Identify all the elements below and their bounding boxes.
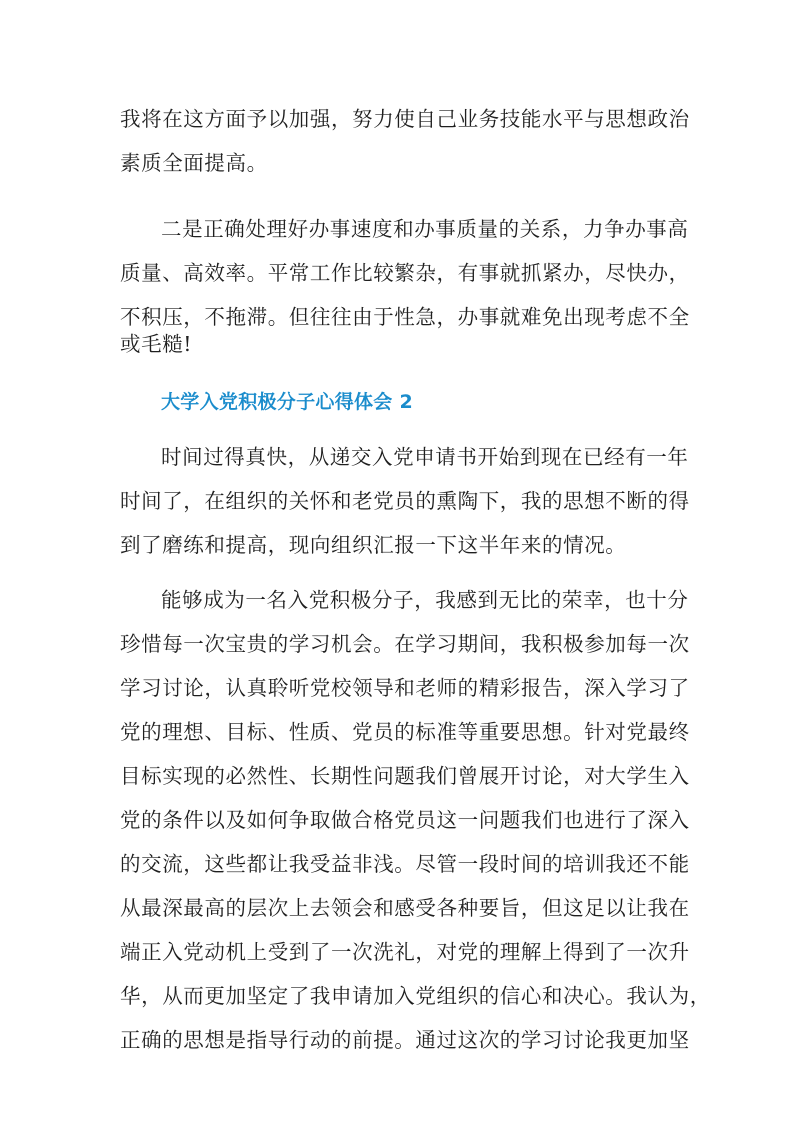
paragraph-3-line-1: 时间过得真快，从递交入党申请书开始到现在已经有一年 [161, 445, 689, 469]
paragraph-4-line-8: 从最深最高的层次上去领会和感受各种要旨，但这足以让我在 [120, 896, 690, 920]
paragraph-4-line-1: 能够成为一名入党积极分子，我感到无比的荣幸，也十分 [161, 588, 689, 612]
paragraph-3-line-3: 到了磨练和提高，现向组织汇报一下这半年来的情况。 [120, 533, 627, 557]
paragraph-4-line-11: 正确的思想是指导行动的前提。通过这次的学习讨论我更加坚 [120, 1028, 690, 1052]
paragraph-4-line-10: 华，从而更加坚定了我申请加入党组织的信心和决心。我认为， [120, 984, 711, 1008]
paragraph-intro-line-1: 我将在这方面予以加强，努力使自己业务技能水平与思想政治 [120, 107, 690, 131]
paragraph-2-line-2: 质量、高效率。平常工作比较繁杂，有事就抓紧办，尽快办， [120, 261, 690, 285]
paragraph-2-line-1: 二是正确处理好办事速度和办事质量的关系，力争办事高 [161, 217, 689, 241]
paragraph-intro-line-2: 素质全面提高。 [120, 151, 268, 175]
paragraph-4-line-7: 的交流，这些都让我受益非浅。尽管一段时间的培训我还不能 [120, 852, 690, 876]
paragraph-2-line-3: 不积压，不拖滞。但往往由于性急，办事就难免出现考虑不全 [120, 305, 690, 329]
section-heading: 大学入党积极分子心得体会 2 [161, 391, 414, 413]
paragraph-2-line-4: 或毛糙! [120, 332, 193, 356]
paragraph-4-line-5: 目标实现的必然性、长期性问题我们曾展开讨论，对大学生入 [120, 764, 690, 788]
paragraph-4-line-6: 党的条件以及如何争取做合格党员这一问题我们也进行了深入 [120, 808, 690, 832]
paragraph-4-line-2: 珍惜每一次宝贵的学习机会。在学习期间，我积极参加每一次 [120, 632, 690, 656]
paragraph-4-line-3: 学习讨论，认真聆听党校领导和老师的精彩报告，深入学习了 [120, 676, 690, 700]
paragraph-4-line-4: 党的理想、目标、性质、党员的标准等重要思想。针对党最终 [120, 720, 690, 744]
paragraph-3-line-2: 时间了，在组织的关怀和老党员的熏陶下，我的思想不断的得 [120, 489, 690, 513]
paragraph-4-line-9: 端正入党动机上受到了一次洗礼，对党的理解上得到了一次升 [120, 940, 690, 964]
